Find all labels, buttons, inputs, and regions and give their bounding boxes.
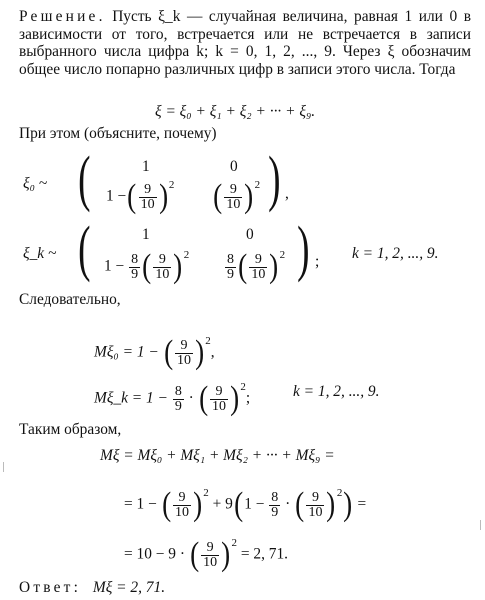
distk-top-left: 1	[142, 226, 150, 243]
total-line3: = 10 − 9 · ( $\frac{9}{10}$ )$^2$ = 2, 71.	[124, 536, 289, 573]
distk-bottom-left: 1 − $\frac{8}{9}$ ( $\frac{9}{10}$ )$^2$	[104, 248, 190, 285]
thus-text: Таким образом,	[19, 421, 122, 438]
intro-text: Пусть ξ_k — случайная величина, равная 1 или 0 в зависимости от того, встречается или не встречается в записи выбранного числа цифра k; k = 0, 1, 2, ..., 9. Через ξ обозначим общее число попарно различных цифр в записи этого числа. Тогда	[19, 8, 471, 78]
mean-xik: Mξ_k = 1 − $\frac{8}{9}$ · ( $\frac{9}{10}$ )$^2$;	[94, 380, 251, 417]
meank-range: k = 1, 2, ..., 9.	[293, 383, 380, 400]
dist0-right-paren: )	[268, 145, 281, 213]
distk-label: ξ_k ~	[23, 245, 57, 262]
dist0-bottom-right: ( $\frac{9}{10}$ )$^2$	[213, 178, 261, 215]
total-line1: Mξ = Mξ₀ + Mξ₁ + Mξ₂ + ··· + Mξ₉ =	[100, 447, 335, 464]
dist0-end: ,	[285, 185, 289, 202]
dist0-label: ξ₀ ~	[23, 175, 48, 192]
distk-end: ;	[315, 253, 320, 270]
dist0-left-paren: (	[78, 145, 91, 213]
mean-xi0: Mξ₀ = 1 − ( $\frac{9}{10}$ )$^2$,	[94, 334, 215, 371]
answer-label: Ответ:	[19, 579, 82, 596]
distk-left-paren: (	[78, 215, 91, 283]
distk-right-paren: )	[297, 215, 310, 283]
sum-formula: ξ = ξ₀ + ξ₁ + ξ₂ + ··· + ξ₉.	[155, 103, 316, 120]
distk-bottom-right: $\frac{8}{9}$ ( $\frac{9}{10}$ )$^2$	[227, 248, 286, 285]
solution-label: Решение.	[19, 8, 106, 25]
answer-value: Mξ = 2, 71.	[92, 579, 166, 596]
total-line2: = 1 − ( $\frac{9}{10}$ )$^2$ + 9(1 − $\frac{8}{9}$ · ( $\frac{9}{10}$ )$^2$) =	[124, 486, 367, 523]
distk-top-right: 0	[246, 226, 254, 243]
dist0-top-right: 0	[230, 158, 238, 175]
consequently-text: Следовательно,	[19, 291, 121, 308]
scan-margin-mark	[3, 462, 4, 472]
dist0-bottom-left: 1 −( $\frac{9}{10}$ )$^2$	[106, 178, 175, 215]
distk-range: k = 1, 2, ..., 9.	[352, 245, 439, 262]
scan-margin-mark	[480, 520, 481, 530]
solution-intro	[19, 8, 471, 78]
dist0-top-left: 1	[142, 158, 150, 175]
explain-text: При этом (объясните, почему)	[19, 125, 217, 142]
answer	[19, 578, 165, 598]
